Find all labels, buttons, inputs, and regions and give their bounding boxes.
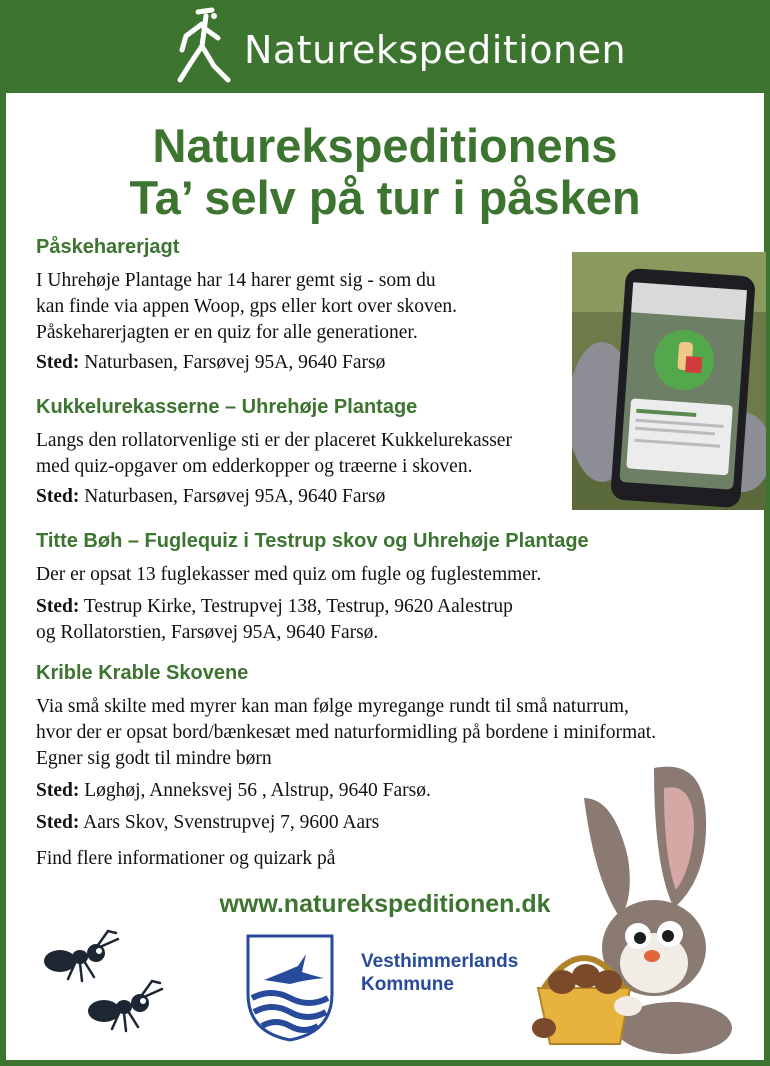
- section-heading-titte-boeh: Titte Bøh – Fuglequiz i Testrup skov og Uhrehøje Plantage: [36, 530, 589, 552]
- place-label: Sted:: [36, 596, 80, 617]
- kommune-name: [361, 950, 518, 996]
- place-text: Testrup Kirke, Testrupvej 138, Testrup, 9620 Aalestrup: [79, 596, 513, 617]
- place-text: Naturbasen, Farsøvej 95A, 9640 Farsø: [79, 486, 386, 507]
- place-label: Sted:: [36, 486, 80, 507]
- section-text-line: Via små skilte med myrer kan man følge myregange rundt til små naturrum,: [36, 696, 629, 717]
- section-text-line: Påskeharerjagten er en quiz for alle generationer.: [36, 322, 418, 343]
- kommune-line2: Kommune: [361, 974, 454, 995]
- ants-illustration: [38, 925, 168, 1040]
- section-text-line: Der er opsat 13 fuglekasser med quiz om fugle og fuglestemmer.: [36, 564, 542, 585]
- place-line: [36, 350, 385, 376]
- page-title-line2: Ta’ selv på tur i påsken: [129, 171, 641, 224]
- logo-text: Naturekspeditionen: [244, 28, 627, 72]
- place-line: [36, 810, 379, 836]
- section-text-line: med quiz-opgaver om edderkopper og træerne i skoven.: [36, 456, 473, 477]
- place-text: Naturbasen, Farsøvej 95A, 9640 Farsø: [79, 352, 386, 373]
- header-banner: [0, 0, 770, 93]
- place-text: Aars Skov, Svenstrupvej 7, 9600 Aars: [79, 812, 380, 833]
- place-line-extra: og Rollatorstien, Farsøvej 95A, 9640 Farsø.: [36, 622, 379, 643]
- section-text-line: kan finde via appen Woop, gps eller kort over skoven.: [36, 296, 458, 317]
- place-label: Sted:: [36, 812, 80, 833]
- kommune-line1: Vesthimmerlands: [361, 951, 519, 972]
- vesthimmerland-crest-icon: [244, 932, 336, 1044]
- section-text-line: I Uhrehøje Plantage har 14 harer gemt sig - som du: [36, 270, 436, 291]
- place-line: [36, 484, 385, 510]
- section-text-line: Egner sig godt til mindre børn: [36, 748, 272, 769]
- section-heading-krible-krable: Krible Krable Skovene: [36, 662, 249, 684]
- section-heading-paaskeharerjagt: Påskeharerjagt: [36, 236, 180, 258]
- easter-bunny-illustration: [524, 758, 762, 1056]
- page-title-line1: Naturekspeditionens: [152, 119, 618, 172]
- place-label: Sted:: [36, 352, 80, 373]
- section-heading-kukkelurekasserne: Kukkelurekasserne – Uhrehøje Plantage: [36, 396, 418, 418]
- place-line: [36, 594, 513, 620]
- more-info-text: Find flere informationer og quizark på: [36, 848, 336, 869]
- hiker-logo-icon: [172, 6, 234, 88]
- section-text-line: Langs den rollatorvenlige sti er der placeret Kukkelurekasser: [36, 430, 512, 451]
- phone-app-photo: [572, 252, 766, 510]
- section-text-line: hvor der er opsat bord/bænkesæt med naturformidling på bordene i miniformat.: [36, 722, 657, 743]
- website-link[interactable]: www.naturekspeditionen.dk: [219, 890, 551, 918]
- place-line: [36, 778, 431, 804]
- place-text: Løghøj, Anneksvej 56 , Alstrup, 9640 Farsø.: [79, 780, 431, 801]
- place-label: Sted:: [36, 780, 80, 801]
